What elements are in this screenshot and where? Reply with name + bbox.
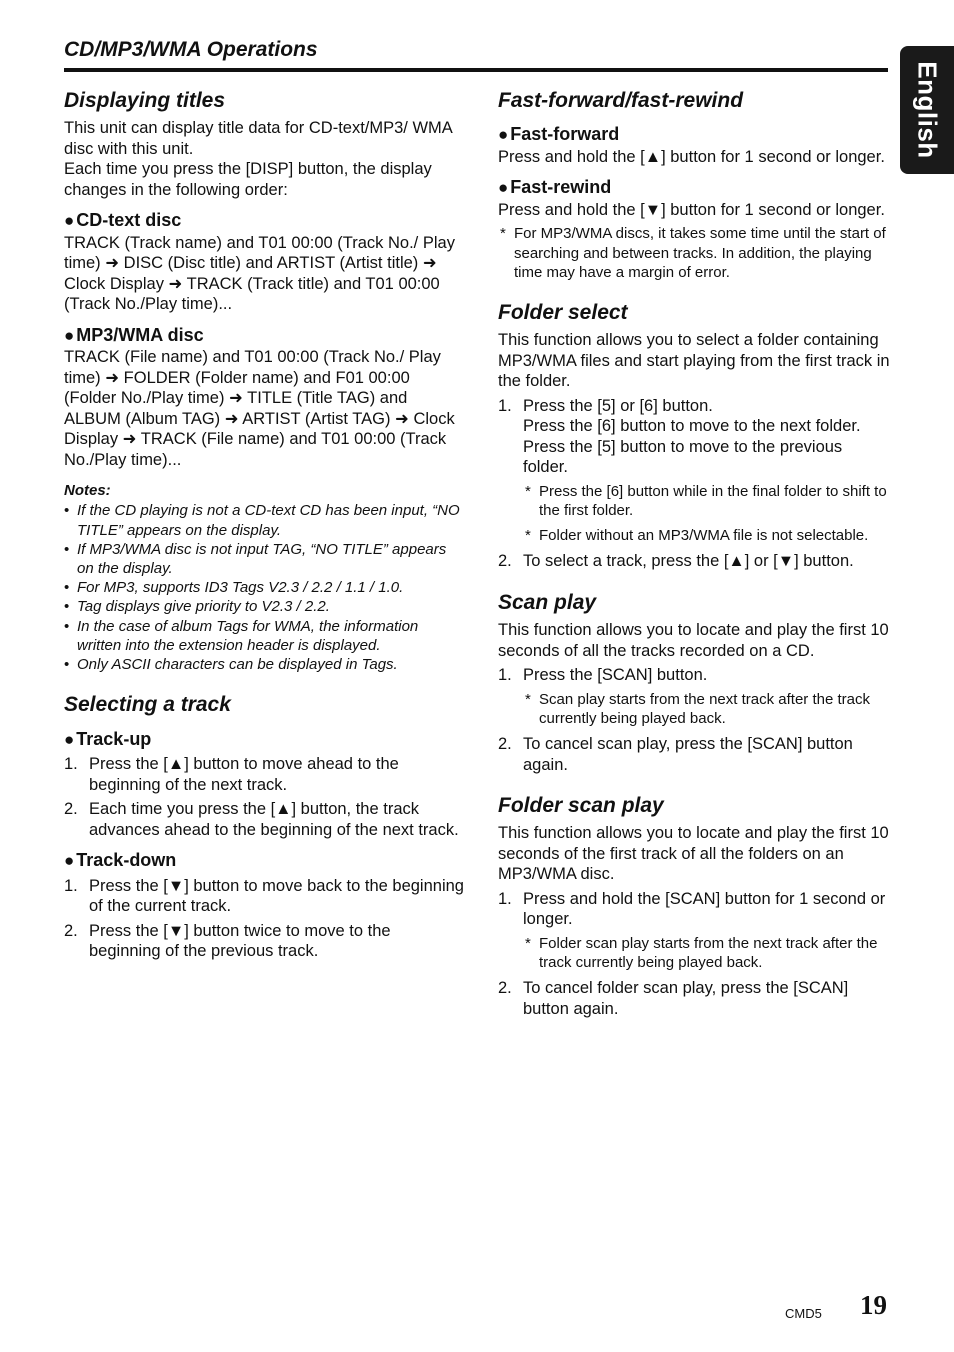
model-code: CMD5 [785,1306,822,1321]
step-item: 1. Press the [▲] button to move ahead to the beginning of the next track. [64,755,399,794]
scan-play-intro: This function allows you to locate and play the first 10 seconds of all the tracks recorded on a CD. [498,621,889,660]
note-item: • For MP3, supports ID3 Tags V2.3 / 2.2 / 1.1 / 1.0. [64,578,464,597]
folder-scan-play-heading: Folder scan play [498,794,664,818]
fast-rewind-text: Press and hold the [▼] button for 1 second or longer. [498,200,885,219]
fast-forward-text: Press and hold the [▲] button for 1 second or longer. [498,147,885,166]
cd-text-heading: ● CD-text disc [64,210,182,231]
folder-scan-note: * Folder scan play starts from the next track after the track currently being played back. [523,934,890,972]
fast-forward-rewind-heading: Fast-forward/fast-rewind [498,89,744,112]
folder-select-steps [498,396,890,572]
step-item: 2. To cancel folder scan play, press the [SCAN] button again. [498,979,849,1018]
bullet-icon: ● [64,211,75,231]
track-up-heading: ● Track-up [64,728,152,749]
bullet-icon: ● [64,729,75,749]
fast-rewind-heading: ● Fast-rewind [498,177,612,198]
track-down-heading: ● Track-down [64,850,177,871]
note-item: • In the case of album Tags for WMA, the information written into the extension header is displayed. [64,617,464,655]
folder-select-heading: Folder select [498,301,628,325]
scan-play-note: * Scan play starts from the next track after the track currently being played back. [523,690,890,728]
ff-note: * For MP3/WMA discs, it takes some time until the start of searching and between tracks. In addition, the playing time may have a margin of error. [498,224,890,282]
page-number: 19 [860,1290,887,1320]
bullet-icon: ● [498,125,509,145]
displaying-intro-2: Each time you press the [DISP] button, the display changes in the following order: [64,160,432,199]
folder-scan-steps [498,889,890,1019]
bullet-icon: ● [64,325,75,345]
mp3-wma-sequence: TRACK (File name) and T01 00:00 (Track No./ Play time) ➜ FOLDER (Folder name) and F01 00:00 (Folder No./Play time) ➜ TITLE (Title TAG) and ALBUM (Album TAG) ➜ ARTIST (Artist TAG) ➜ Clock Display ➜ TRACK (File name) and T01 00:00 (Track No./Play time)... [64,348,455,469]
step-item: 2. Press the [▼] button twice to move to the beginning of the previous track. [64,921,391,961]
right-column [498,88,890,1023]
folder-select-note-2: * Folder without an MP3/WMA file is not selectable. [523,526,890,545]
step-item: 2. Each time you press the [▲] button, the track advances ahead to the beginning of the next track. [64,800,459,839]
note-item: • Only ASCII characters can be displayed in Tags. [64,655,464,674]
track-up-steps [64,754,464,840]
language-tab-label: English [912,61,943,159]
mp3-wma-heading: ● MP3/WMA disc [64,324,204,345]
section-header: CD/MP3/WMA Operations [64,38,318,61]
bullet-icon: ● [64,851,75,871]
step-item: 2. To cancel scan play, press the [SCAN] button again. [498,735,853,774]
displaying-titles-heading: Displaying titles [64,89,226,112]
note-item: • If MP3/WMA disc is not input TAG, “NO TITLE” appears on the display. [64,540,464,578]
step-item: 1. Press the [5] or [6] button. Press the [6] button to move to the next folder. Press the [5] button to move to the previous folder. * Press the [6] button while in the final folder to shift to the first folder. * Folder without an MP3/WMA file is not selectable. [498,396,890,546]
header-rule [64,68,888,72]
bullet-icon: ● [498,178,509,198]
left-column [64,88,464,966]
folder-select-intro: This function allows you to select a folder containing MP3/WMA files and start playing from the first track in the folder. [498,331,890,391]
language-tab [900,46,954,174]
notes-title: Notes: [64,482,111,500]
cd-text-sequence: TRACK (Track name) and T01 00:00 (Track No./ Play time) ➜ DISC (Disc title) and ARTIST (Artist title) ➜ Clock Display ➜ TRACK (Track title) and T01 00:00 (Track No./Play time)... [64,233,455,314]
step-item: 1. Press the [SCAN] button. * Scan play starts from the next track after the track currently being played back. [498,665,890,728]
fast-forward-heading: ● Fast-forward [498,124,620,145]
step-item: 2. To select a track, press the [▲] or [▼] button. [498,552,854,571]
track-down-steps [64,876,464,962]
note-item: • If the CD playing is not a CD-text CD has been input, “NO TITLE” appears on the display. [64,501,464,539]
scan-play-steps [498,665,890,775]
folder-scan-intro: This function allows you to locate and play the first 10 seconds of the first track of all the folders on an MP3/WMA disc. [498,824,889,884]
displaying-intro-1: This unit can display title data for CD-text/MP3/ WMA disc with this unit. [64,119,452,158]
scan-play-heading: Scan play [498,590,597,614]
folder-select-note-1: * Press the [6] button while in the final folder to shift to the first folder. [523,482,890,520]
notes-list [64,501,464,674]
note-item: • Tag displays give priority to V2.3 / 2.2. [64,597,464,616]
selecting-track-heading: Selecting a track [64,693,231,717]
step-item: 1. Press and hold the [SCAN] button for 1 second or longer. * Folder scan play starts from the next track after the track currently being played back. [498,889,890,972]
step-item: 1. Press the [▼] button to move back to the beginning of the current track. [64,876,464,916]
